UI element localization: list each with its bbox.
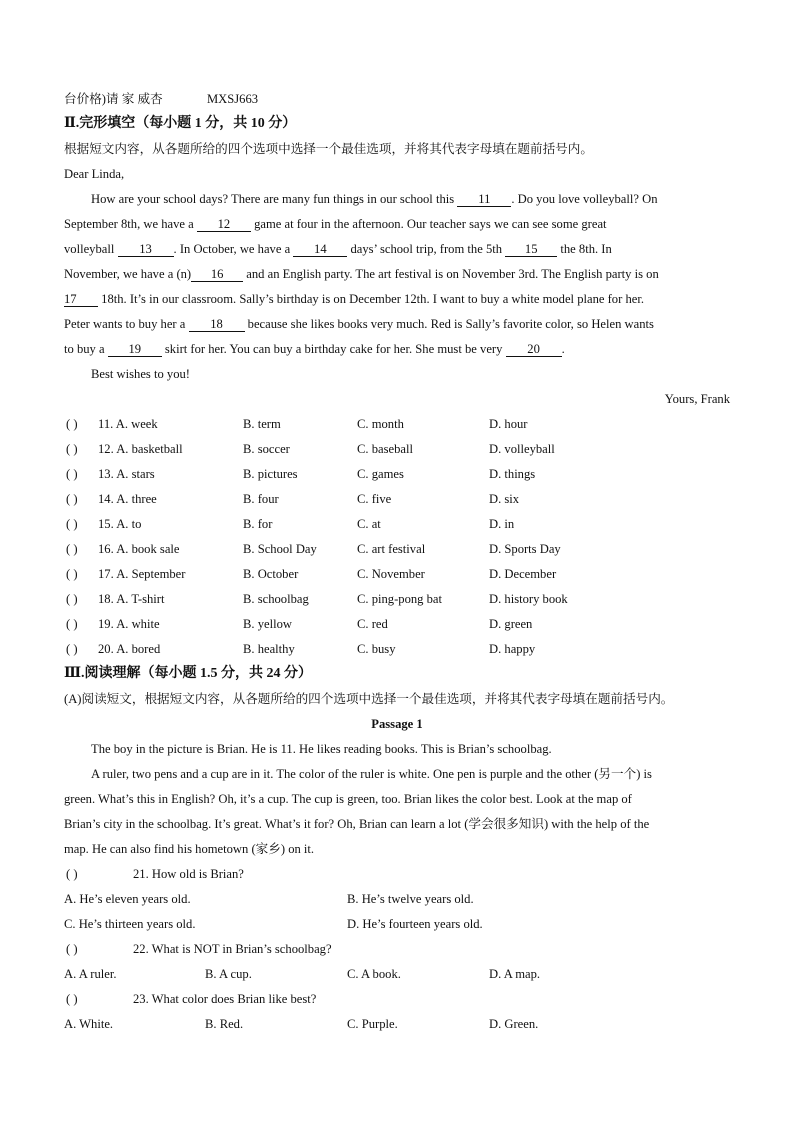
question-14-option-a: 14. A. three — [98, 492, 157, 506]
question-16-option-a: 16. A. book sale — [98, 542, 180, 556]
question-15-option-b: B. for — [243, 517, 273, 531]
question-11-option-a: 11. A. week — [98, 417, 158, 431]
question-21: 21. How old is Brian? — [133, 867, 244, 881]
question-16-option-c: C. art festival — [357, 542, 426, 556]
passage-line-1 — [91, 191, 658, 207]
answer-paren-17[interactable]: ( ) — [66, 567, 78, 581]
blank-16: 16 — [191, 267, 243, 282]
question-12-option-b: B. soccer — [243, 442, 290, 456]
reading-line-4: Brian’s city in the schoolbag. It’s great. What’s it for? Oh, Brian can learn a lot (学会很多知识) with the help of the — [64, 817, 650, 831]
blank-20: 20 — [506, 342, 562, 357]
answer-paren-23[interactable]: ( ) — [66, 992, 78, 1006]
passage-text: volleyball — [64, 242, 115, 256]
option-23-c: C. Purple. — [347, 1017, 398, 1031]
passage-text: and an English party. The art festival is on November 3rd. The English party is on — [246, 267, 659, 281]
passage-line-5 — [64, 291, 644, 307]
reading-line-3: green. What’s this in English? Oh, it’s a cup. The cup is green, too. Brian likes the color best. Look at the map of — [64, 792, 632, 806]
option-22-a: A. A ruler. — [64, 967, 117, 981]
blank-14: 14 — [293, 242, 347, 257]
question-15-option-a: 15. A. to — [98, 517, 142, 531]
section-3-instruction: (A)阅读短文，根据短文内容，从各题所给的四个选项中选择一个最佳选项，并将其代表字母填在题前括号内。 — [64, 692, 674, 706]
blank-19: 19 — [108, 342, 162, 357]
letter-signature: Yours, Frank — [664, 392, 730, 406]
question-20-option-a: 20. A. bored — [98, 642, 161, 656]
answer-paren-18[interactable]: ( ) — [66, 592, 78, 606]
section-2-instruction: 根据短文内容，从各题所给的四个选项中选择一个最佳选项，并将其代表字母填在题前括号内。 — [64, 142, 593, 156]
answer-paren-22[interactable]: ( ) — [66, 942, 78, 956]
question-13-option-c: C. games — [357, 467, 404, 481]
option-21-d: D. He’s fourteen years old. — [347, 917, 483, 931]
reading-line-5: map. He can also find his hometown (家乡) on it. — [64, 842, 315, 856]
top-fragment-code: MXSJ663 — [206, 92, 259, 106]
question-18-option-c: C. ping-pong bat — [357, 592, 443, 606]
question-12-option-a: 12. A. basketball — [98, 442, 183, 456]
question-17-option-d: D. December — [489, 567, 557, 581]
question-17-option-c: C. November — [357, 567, 425, 581]
passage-title: Passage 1 — [371, 717, 423, 731]
question-11-option-d: D. hour — [489, 417, 528, 431]
option-22-c: C. A book. — [347, 967, 401, 981]
question-18-option-a: 18. A. T-shirt — [98, 592, 165, 606]
question-17-option-a: 17. A. September — [98, 567, 186, 581]
question-22: 22. What is NOT in Brian’s schoolbag? — [133, 942, 332, 956]
question-14-option-d: D. six — [489, 492, 520, 506]
question-13-option-d: D. things — [489, 467, 536, 481]
question-12-option-d: D. volleyball — [489, 442, 555, 456]
passage-text: to buy a — [64, 342, 105, 356]
question-17-option-b: B. October — [243, 567, 299, 581]
passage-line-3 — [64, 241, 612, 257]
passage-text: . Do you love volleyball? On — [511, 192, 658, 206]
letter-salutation: Dear Linda, — [64, 167, 125, 181]
question-16-option-b: B. School Day — [243, 542, 317, 556]
question-18-option-b: B. schoolbag — [243, 592, 309, 606]
top-fragment-text: 台价格)请 家 威杏 — [64, 92, 163, 106]
question-19-option-b: B. yellow — [243, 617, 292, 631]
passage-text: Peter wants to buy her a — [64, 317, 186, 331]
answer-paren-13[interactable]: ( ) — [66, 467, 78, 481]
blank-15: 15 — [505, 242, 557, 257]
passage-text: the 8th. In — [560, 242, 612, 256]
answer-paren-20[interactable]: ( ) — [66, 642, 78, 656]
question-13-option-a: 13. A. stars — [98, 467, 155, 481]
question-19-option-c: C. red — [357, 617, 388, 631]
reading-line-1: The boy in the picture is Brian. He is 11. He likes reading books. This is Brian’s schoolbag. — [91, 742, 552, 756]
passage-line-4 — [64, 266, 659, 282]
passage-text: November, we have a (n) — [64, 267, 192, 281]
question-20-option-d: D. happy — [489, 642, 536, 656]
question-11-option-c: C. month — [357, 417, 404, 431]
passage-text: 18th. It’s in our classroom. Sally’s birthday is on December 12th. I want to buy a white model plane for her. — [101, 292, 644, 306]
passage-line-7 — [64, 341, 565, 357]
question-12-option-c: C. baseball — [357, 442, 413, 456]
blank-18: 18 — [189, 317, 245, 332]
passage-text: days’ school trip, from the 5th — [350, 242, 503, 256]
passage-text: skirt for her. You can buy a birthday cake for her. She must be very — [164, 342, 503, 356]
passage-text: . In October, we have a — [173, 242, 291, 256]
question-20-option-b: B. healthy — [243, 642, 295, 656]
top-fragment-line — [64, 91, 258, 107]
letter-closing: Best wishes to you! — [91, 367, 190, 381]
option-23-b: B. Red. — [205, 1017, 244, 1031]
passage-line-6 — [64, 316, 654, 332]
passage-line-2 — [64, 216, 607, 232]
option-21-b: B. He’s twelve years old. — [347, 892, 474, 906]
option-22-d: D. A map. — [489, 967, 541, 981]
answer-paren-11[interactable]: ( ) — [66, 417, 78, 431]
passage-text: . — [561, 342, 565, 356]
section-2-title: Ⅱ.完形填空（每小题 1 分，共 10 分） — [64, 116, 297, 131]
answer-paren-15[interactable]: ( ) — [66, 517, 78, 531]
answer-paren-21[interactable]: ( ) — [66, 867, 78, 881]
answer-paren-14[interactable]: ( ) — [66, 492, 78, 506]
answer-paren-12[interactable]: ( ) — [66, 442, 78, 456]
answer-paren-19[interactable]: ( ) — [66, 617, 78, 631]
question-19-option-a: 19. A. white — [98, 617, 160, 631]
reading-line-2: A ruler, two pens and a cup are in it. The color of the ruler is white. One pen is purple and the other (另一个) is — [91, 767, 652, 781]
option-21-a: A. He’s eleven years old. — [64, 892, 191, 906]
passage-text: game at four in the afternoon. Our teacher says we can see some great — [254, 217, 607, 231]
question-23: 23. What color does Brian like best? — [133, 992, 317, 1006]
question-20-option-c: C. busy — [357, 642, 396, 656]
question-11-option-b: B. term — [243, 417, 281, 431]
option-23-d: D. Green. — [489, 1017, 539, 1031]
answer-paren-16[interactable]: ( ) — [66, 542, 78, 556]
question-14-option-b: B. four — [243, 492, 279, 506]
blank-11: 11 — [457, 192, 511, 207]
question-16-option-d: D. Sports Day — [489, 542, 561, 556]
question-19-option-d: D. green — [489, 617, 533, 631]
section-3-title: Ⅲ.阅读理解（每小题 1.5 分，共 24 分） — [64, 666, 313, 681]
blank-17: 17 — [64, 292, 98, 307]
passage-text: How are your school days? There are many fun things in our school this — [91, 192, 455, 206]
question-18-option-d: D. history book — [489, 592, 568, 606]
option-22-b: B. A cup. — [205, 967, 252, 981]
blank-12: 12 — [197, 217, 251, 232]
question-14-option-c: C. five — [357, 492, 392, 506]
passage-text: September 8th, we have a — [64, 217, 194, 231]
question-13-option-b: B. pictures — [243, 467, 298, 481]
option-21-c: C. He’s thirteen years old. — [64, 917, 196, 931]
question-15-option-d: D. in — [489, 517, 515, 531]
passage-text: because she likes books very much. Red is Sally’s favorite color, so Helen wants — [247, 317, 654, 331]
option-23-a: A. White. — [64, 1017, 114, 1031]
blank-13: 13 — [118, 242, 174, 257]
question-15-option-c: C. at — [357, 517, 381, 531]
